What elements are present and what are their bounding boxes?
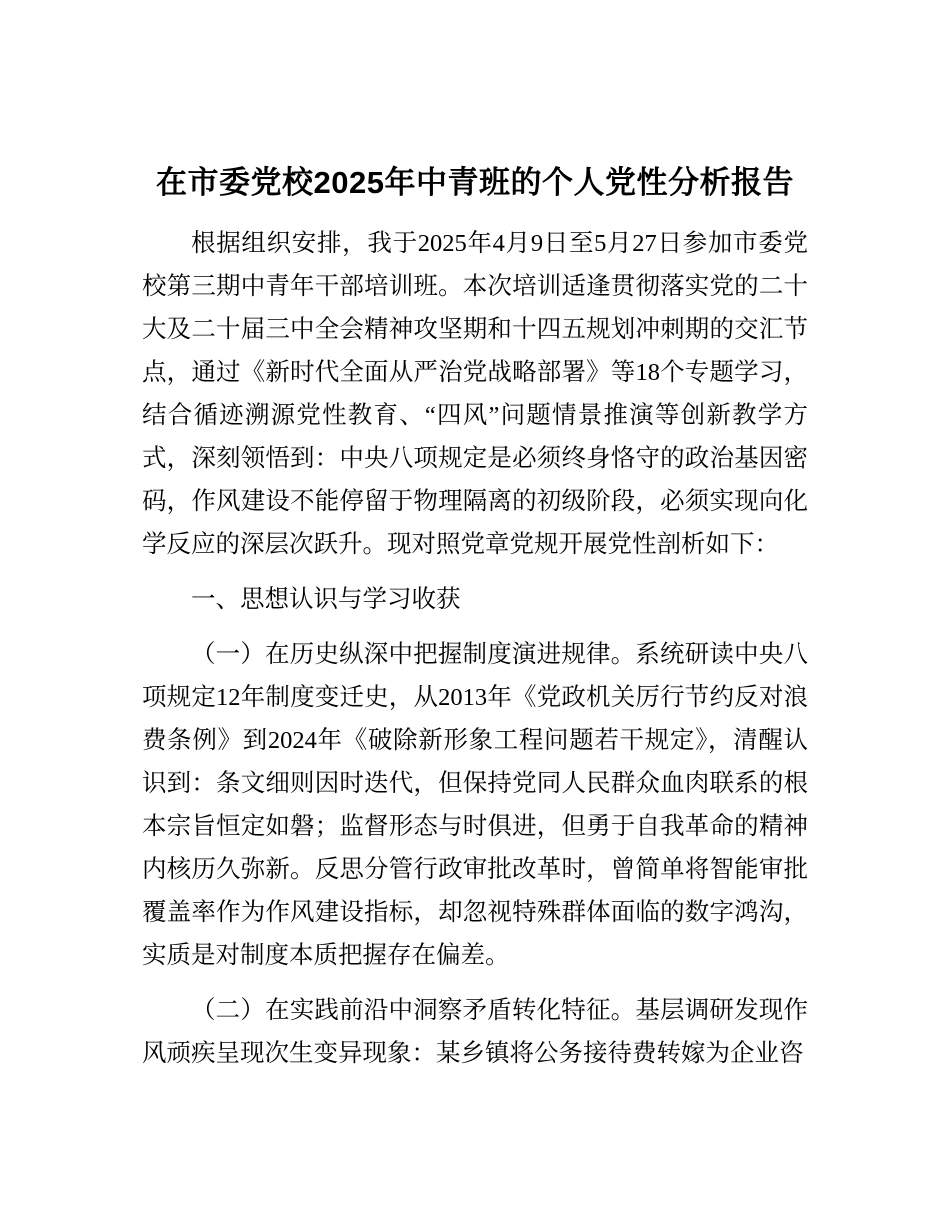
paragraph-intro: 根据组织安排，我于2025年4月9日至5月27日参加市委党校第三期中青年干部培训班。本次培训适逢贯彻落实党的二十大及二十届三中全会精神攻坚期和十四五规划冲刺期的交汇节点，通过《新时代全面从严治党战略部署》等18个专题学习，结合循迹溯源党性教育、“四风”问题情景推演等创新教学方式，深刻领悟到：中央八项规定是必须终身恪守的政治基因密码，作风建设不能停留于物理隔离的初级阶段，必须实现向化学反应的深层次跃升。现对照党章党规开展党性剖析如下： (142, 230, 808, 558)
document-title: 在市委党校2025年中青班的个人党性分析报告 (156, 165, 794, 200)
paragraph-section1-point1: （一）在历史纵深中把握制度演进规律。系统研读中央八项规定12年制度变迁史，从2013年《党政机关厉行节约反对浪费条例》到2024年《破除新形象工程问题若干规定》，清醒认识到：条文细则因时迭代，但保持党同人民群众血肉联系的根本宗旨恒定如磐；监督形态与时俱进，但勇于自我革命的精神内核历久弥新。反思分管行政审批改革时，曾简单将智能审批覆盖率作为作风建设指标，却忽视特殊群体面临的数字鸿沟，实质是对制度本质把握存在偏差。 (142, 641, 808, 969)
paragraph-section1-point2: （二）在实践前沿中洞察矛盾转化特征。基层调研发现作风顽疾呈现次生变异现象：某乡镇将公务接待费转嫁为企业咨 (142, 997, 808, 1067)
section-heading-1: 一、思想认识与学习收获 (191, 586, 461, 613)
